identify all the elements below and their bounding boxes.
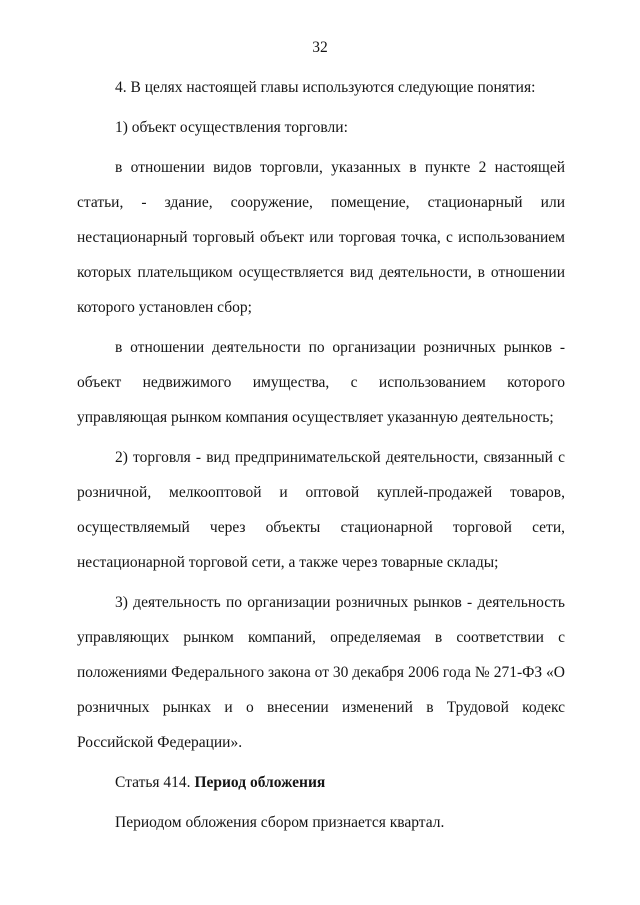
paragraph-trade-definition: 2) торговля - вид предпринимательской деятельности, связанный с розничной, мелкооптовой и оптовой куплей-продажей товаров, осуществляемый через объекты стационарной торговой сети, нестационарной торговой сети, а также через товарные склады; xyxy=(77,449,565,571)
paragraph-trade-object: 1) объект осуществления торговли: xyxy=(115,119,348,136)
paragraph-trade-types: в отношении видов торговли, указанных в пункте 2 настоящей статьи, - здание, сооружение, помещение, стационарный или нестационарный торговый объект или торговая точка, с использованием которых плательщиком осуществляется вид деятельности, в отношении которого установлен сбор; xyxy=(77,159,565,316)
page-number: 32 xyxy=(312,39,328,56)
article-title: Период обложения xyxy=(194,774,326,791)
article-heading xyxy=(77,765,565,800)
paragraph-retail-markets-object: в отношении деятельности по организации розничных рынков - объект недвижимого имущества, с использованием которого управляющая рынком компания осуществляет указанную деятельность; xyxy=(77,339,565,426)
article-number: Статья 414. xyxy=(115,774,195,791)
document-body xyxy=(77,70,565,845)
paragraph-tax-period: Периодом обложения сбором признается квартал. xyxy=(115,814,445,831)
paragraph-definitions-intro: 4. В целях настоящей главы используются следующие понятия: xyxy=(115,79,536,96)
paragraph-market-activity: 3) деятельность по организации розничных рынков - деятельность управляющих рынком компаний, определяемая в соответствии с положениями Федерального закона от 30 декабря 2006 года № 271-ФЗ «О розничных рынках и о внесении изменений в Трудовой кодекс Российской Федерации». xyxy=(77,594,565,751)
